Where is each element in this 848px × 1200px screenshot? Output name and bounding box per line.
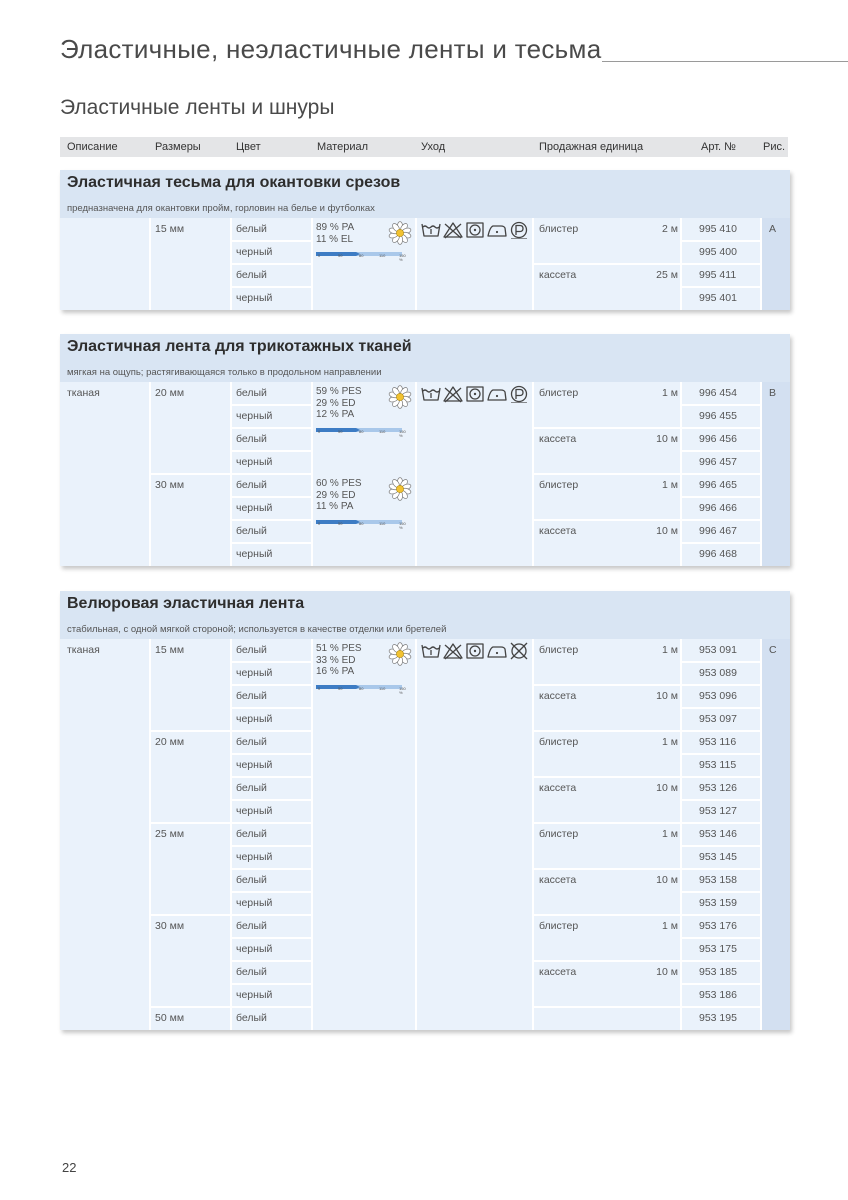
row-divider — [532, 684, 681, 686]
row-divider — [680, 983, 761, 985]
quantity-cell: 10 м — [656, 525, 678, 537]
section-title: Эластичные ленты и шнуры — [60, 96, 335, 119]
article-number: 995 401 — [699, 292, 737, 304]
wash-care-icon — [422, 388, 440, 400]
row-divider — [680, 799, 761, 801]
quantity-cell: 10 м — [656, 966, 678, 978]
row-divider — [230, 707, 313, 709]
sales-unit-cell: кассета — [539, 525, 577, 537]
article-number: 996 454 — [699, 387, 737, 399]
col-material: Материал — [317, 141, 368, 153]
color-cell: белый — [236, 736, 267, 748]
product-table — [60, 218, 790, 310]
color-cell: белый — [236, 269, 267, 281]
sales-unit-cell: кассета — [539, 874, 577, 886]
sales-unit-cell: кассета — [539, 966, 577, 978]
tumble-dry-care-icon — [467, 644, 483, 658]
row-divider — [230, 542, 313, 544]
figure-label: C — [769, 644, 777, 656]
column-divider — [415, 639, 417, 1030]
color-cell: черный — [236, 456, 273, 468]
row-divider — [680, 845, 761, 847]
column-header — [60, 137, 788, 157]
article-number: 996 456 — [699, 433, 737, 445]
color-cell: черный — [236, 851, 273, 863]
article-number: 953 159 — [699, 897, 737, 909]
size-cell: 30 мм — [155, 920, 185, 932]
row-divider — [230, 427, 313, 429]
row-divider — [230, 263, 313, 265]
color-cell: белый — [236, 479, 267, 491]
daisy-icon — [388, 221, 412, 245]
row-divider — [680, 753, 761, 755]
quantity-cell: 10 м — [656, 782, 678, 794]
row-divider — [230, 983, 313, 985]
quantity-cell: 1 м — [662, 828, 678, 840]
size-cell: 20 мм — [155, 387, 185, 399]
material-line: 89 % PA — [316, 222, 355, 233]
color-cell: белый — [236, 525, 267, 537]
sales-unit-cell: кассета — [539, 782, 577, 794]
quantity-cell: 1 м — [662, 387, 678, 399]
row-divider — [230, 404, 313, 406]
group-divider — [532, 822, 761, 824]
color-cell: белый — [236, 828, 267, 840]
material-line: 11 % EL — [316, 233, 354, 245]
color-cell: черный — [236, 713, 273, 725]
article-number: 953 116 — [699, 736, 737, 748]
row-divider — [680, 707, 761, 709]
temperature-scale-label: 80 — [359, 685, 364, 691]
temperature-scale-label: 50 — [338, 253, 343, 258]
product-title: Эластичная тесьма для окантовки срезов — [67, 174, 401, 191]
article-number: 953 175 — [699, 943, 737, 955]
row-divider — [680, 496, 761, 498]
size-cell: 15 мм — [155, 223, 185, 235]
temperature-scale-label: 110 — [379, 685, 386, 691]
column-divider — [311, 639, 313, 1030]
group-divider — [149, 822, 312, 824]
row-divider — [680, 868, 761, 870]
group-divider — [149, 1006, 312, 1008]
temperature-scale-label: 150 % — [399, 428, 406, 438]
material-cell — [316, 478, 362, 513]
temperature-scale-label: 50 — [338, 685, 343, 691]
product-subtitle: стабильная, с одной мягкой стороной; используется в качестве отделки или бретелей — [67, 624, 447, 635]
quantity-cell: 1 м — [662, 479, 678, 491]
col-description: Описание — [67, 141, 118, 153]
row-divider — [680, 263, 761, 265]
material-line: 33 % ED — [316, 654, 356, 666]
quantity-cell: 10 м — [656, 690, 678, 702]
color-cell: белый — [236, 1012, 267, 1024]
page-number: 22 — [62, 1160, 77, 1175]
row-divider — [532, 868, 681, 870]
article-number: 953 115 — [699, 759, 737, 771]
row-divider — [680, 519, 761, 521]
color-cell: черный — [236, 246, 273, 258]
product-subtitle: мягкая на ощупь; растягивающаяся только в продольном направлении — [67, 367, 382, 378]
row-divider — [230, 450, 313, 452]
temperature-scale-label: 110 — [379, 428, 386, 434]
article-number: 953 176 — [699, 920, 737, 932]
color-cell: черный — [236, 667, 273, 679]
product-subtitle: предназначена для окантовки пройм, горловин на белье и футболках — [67, 203, 375, 214]
row-divider — [680, 960, 761, 962]
wash-care-icon — [422, 645, 440, 657]
sales-unit-cell: кассета — [539, 269, 577, 281]
group-divider — [532, 914, 761, 916]
row-divider — [532, 960, 681, 962]
temperature-scale-label: 0 — [318, 253, 321, 258]
product-table — [60, 382, 790, 566]
row-divider — [680, 286, 761, 288]
article-number: 953 158 — [699, 874, 737, 886]
temperature-scale-label: 50 — [338, 520, 343, 526]
product-title: Велюровая эластичная лента — [67, 595, 305, 612]
column-divider — [415, 218, 417, 310]
col-sizes: Размеры — [155, 141, 201, 153]
dry-clean-P-care-icon — [511, 387, 527, 404]
figure-label: B — [769, 387, 777, 399]
daisy-icon — [388, 477, 412, 501]
sales-unit-cell: кассета — [539, 433, 577, 445]
material-cell — [316, 222, 354, 245]
size-cell: 30 мм — [155, 479, 185, 491]
quantity-cell: 1 м — [662, 644, 678, 656]
row-divider — [230, 753, 313, 755]
row-divider — [680, 427, 761, 429]
color-cell: белый — [236, 223, 267, 235]
article-number: 996 467 — [699, 525, 737, 537]
product-header — [60, 591, 790, 639]
daisy-icon — [388, 385, 412, 409]
row-divider — [532, 519, 681, 521]
article-number: 953 089 — [699, 667, 737, 679]
article-number: 953 195 — [699, 1012, 737, 1024]
group-divider — [149, 473, 312, 475]
no-bleach-care-icon — [444, 644, 462, 659]
material-line: 11 % PA — [316, 501, 354, 512]
temperature-scale-label: 50 — [338, 428, 343, 434]
row-divider — [680, 661, 761, 663]
row-divider — [230, 891, 313, 893]
group-divider — [149, 730, 312, 732]
temperature-scale-label: 0 — [318, 520, 321, 526]
care-symbols — [420, 221, 530, 239]
color-cell: белый — [236, 690, 267, 702]
sales-unit-cell: блистер — [539, 736, 579, 748]
row-divider — [230, 799, 313, 801]
product-header — [60, 170, 790, 218]
title-rule — [602, 61, 848, 62]
color-cell: белый — [236, 387, 267, 399]
column-divider — [532, 639, 534, 1030]
row-divider — [230, 240, 313, 242]
temperature-bar — [316, 516, 406, 530]
article-number: 953 096 — [699, 690, 737, 702]
article-number: 996 466 — [699, 502, 737, 514]
description-cell: тканая — [67, 387, 100, 399]
daisy-icon — [388, 642, 412, 666]
row-divider — [680, 404, 761, 406]
product-card — [60, 334, 790, 566]
material-line: 60 % PES — [316, 478, 362, 489]
col-care: Уход — [421, 141, 446, 153]
sales-unit-cell: блистер — [539, 223, 579, 235]
temperature-scale-label: 150 % — [399, 685, 406, 695]
dry-clean-P-care-icon — [511, 223, 527, 240]
product-table — [60, 639, 790, 1030]
care-symbols — [420, 642, 530, 660]
material-line: 51 % PES — [316, 643, 362, 654]
temperature-scale-label: 0 — [318, 685, 321, 691]
color-cell: черный — [236, 292, 273, 304]
article-number: 996 465 — [699, 479, 737, 491]
material-line: 29 % ED — [316, 397, 356, 409]
quantity-cell: 1 м — [662, 920, 678, 932]
color-cell: белый — [236, 920, 267, 932]
sales-unit-cell: блистер — [539, 479, 579, 491]
col-color: Цвет — [236, 141, 261, 153]
material-line: 59 % PES — [316, 386, 362, 397]
temperature-scale-label: 150 % — [399, 520, 406, 530]
quantity-cell: 10 м — [656, 433, 678, 445]
color-cell: белый — [236, 966, 267, 978]
article-number: 996 457 — [699, 456, 737, 468]
no-bleach-care-icon — [444, 387, 462, 402]
row-divider — [680, 684, 761, 686]
quantity-cell: 1 м — [662, 736, 678, 748]
column-divider — [149, 218, 151, 310]
article-number: 953 126 — [699, 782, 737, 794]
no-dry-clean-care-icon — [511, 643, 527, 659]
material-line: 29 % ED — [316, 489, 356, 501]
group-divider — [149, 914, 312, 916]
care-symbols — [420, 385, 530, 403]
temperature-scale-label: 80 — [359, 520, 364, 526]
row-divider — [680, 450, 761, 452]
size-cell: 25 мм — [155, 828, 185, 840]
row-divider — [230, 661, 313, 663]
temperature-scale-label: 110 — [379, 520, 386, 526]
no-bleach-care-icon — [444, 223, 462, 238]
row-divider — [230, 684, 313, 686]
quantity-cell: 25 м — [656, 269, 678, 281]
color-cell: белый — [236, 433, 267, 445]
column-divider — [230, 639, 232, 1030]
color-cell: черный — [236, 759, 273, 771]
row-divider — [230, 286, 313, 288]
sales-unit-cell: блистер — [539, 828, 579, 840]
product-title: Эластичная лента для трикотажных тканей — [67, 338, 412, 355]
article-number: 953 091 — [699, 644, 737, 656]
color-cell: черный — [236, 548, 273, 560]
group-divider — [532, 730, 761, 732]
column-divider — [149, 639, 151, 1030]
size-cell: 20 мм — [155, 736, 185, 748]
product-header — [60, 334, 790, 382]
temperature-scale-label: 80 — [359, 253, 364, 258]
material-line: 16 % PA — [316, 666, 355, 677]
row-divider — [680, 542, 761, 544]
iron-care-icon — [488, 390, 506, 400]
color-cell: черный — [236, 989, 273, 1001]
article-number: 995 400 — [699, 246, 737, 258]
article-number: 996 455 — [699, 410, 737, 422]
temperature-bar — [316, 681, 406, 695]
material-cell — [316, 643, 362, 678]
material-line: 12 % PA — [316, 409, 355, 420]
column-divider — [415, 382, 417, 566]
row-divider — [680, 891, 761, 893]
article-number: 953 127 — [699, 805, 737, 817]
sales-unit-cell: кассета — [539, 690, 577, 702]
column-divider — [680, 639, 682, 1030]
row-divider — [680, 776, 761, 778]
tumble-dry-care-icon — [467, 387, 483, 401]
material-cell — [316, 386, 362, 421]
article-number: 995 410 — [699, 223, 737, 235]
article-number: 996 468 — [699, 548, 737, 560]
row-divider — [532, 776, 681, 778]
description-cell: тканая — [67, 644, 100, 656]
color-cell: белый — [236, 644, 267, 656]
page-title: Эластичные, неэластичные ленты и тесьма — [60, 34, 602, 64]
article-number: 953 145 — [699, 851, 737, 863]
size-cell: 15 мм — [155, 644, 185, 656]
article-number: 953 097 — [699, 713, 737, 725]
row-divider — [532, 427, 681, 429]
column-divider — [760, 639, 762, 1030]
row-divider — [680, 240, 761, 242]
row-divider — [532, 263, 681, 265]
wash-care-icon — [422, 224, 440, 236]
color-cell: черный — [236, 897, 273, 909]
figure-column — [760, 382, 790, 566]
color-cell: черный — [236, 410, 273, 422]
temperature-scale-label: 110 — [379, 253, 386, 258]
temperature-scale-label: 80 — [359, 428, 364, 434]
color-cell: белый — [236, 874, 267, 886]
quantity-cell: 10 м — [656, 874, 678, 886]
row-divider — [230, 519, 313, 521]
row-divider — [230, 845, 313, 847]
color-cell: белый — [236, 782, 267, 794]
row-divider — [230, 868, 313, 870]
sales-unit-cell: блистер — [539, 387, 579, 399]
temperature-scale-label: 150 % — [399, 253, 406, 262]
product-card — [60, 170, 790, 310]
color-cell: черный — [236, 805, 273, 817]
row-divider — [230, 960, 313, 962]
temperature-bar — [316, 424, 406, 438]
col-figure: Рис. — [763, 141, 786, 153]
article-number: 953 146 — [699, 828, 737, 840]
article-number: 953 185 — [699, 966, 737, 978]
article-number: 995 411 — [699, 269, 737, 281]
figure-column — [760, 639, 790, 1030]
article-number: 953 186 — [699, 989, 737, 1001]
quantity-cell: 2 м — [662, 223, 678, 235]
row-divider — [230, 937, 313, 939]
row-divider — [680, 937, 761, 939]
color-cell: черный — [236, 943, 273, 955]
col-article: Арт. № — [701, 141, 736, 153]
product-card — [60, 591, 790, 1030]
group-divider — [532, 473, 761, 475]
color-cell: черный — [236, 502, 273, 514]
size-cell: 50 мм — [155, 1012, 185, 1024]
figure-label: A — [769, 223, 777, 235]
temperature-scale-label: 0 — [318, 428, 321, 434]
sales-unit-cell: блистер — [539, 644, 579, 656]
tumble-dry-care-icon — [467, 223, 483, 237]
temperature-bar — [316, 248, 406, 262]
row-divider — [230, 776, 313, 778]
iron-care-icon — [488, 226, 506, 236]
sales-unit-cell: блистер — [539, 920, 579, 932]
col-sales-unit: Продажная единица — [539, 141, 644, 153]
row-divider — [230, 496, 313, 498]
group-divider — [532, 1006, 761, 1008]
iron-care-icon — [488, 647, 506, 657]
